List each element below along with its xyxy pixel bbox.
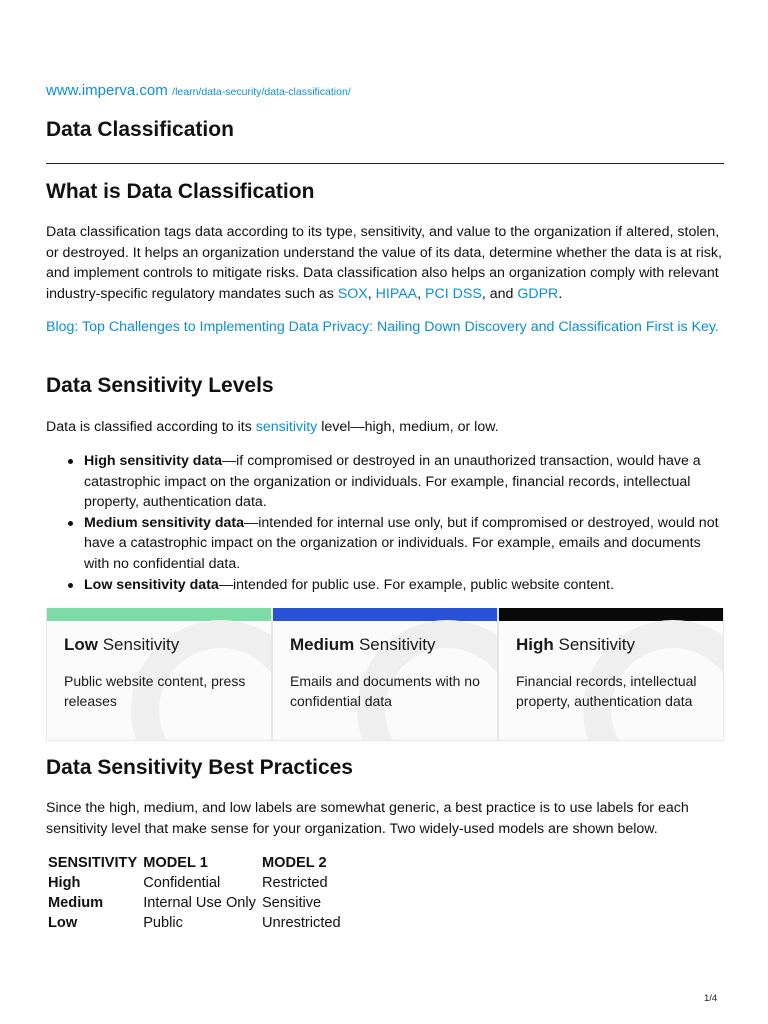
heading-sensitivity-levels: Data Sensitivity Levels — [46, 374, 274, 397]
table-cell: Restricted — [261, 875, 328, 891]
gdpr-link[interactable]: GDPR — [517, 285, 559, 302]
column-header: MODEL 2 — [261, 855, 327, 871]
card-color-bar — [499, 608, 723, 621]
levels-intro-text: Data is classified according to its — [46, 419, 256, 435]
card-color-bar — [47, 608, 271, 621]
table-cell: Sensitive — [261, 895, 322, 911]
table-cell: Medium — [48, 895, 104, 911]
column-header: MODEL 1 — [143, 855, 208, 871]
bullet-text: —intended for public use. For example, public website content. — [218, 576, 614, 593]
sensitivity-link[interactable]: sensitivity — [255, 419, 318, 435]
table-row — [46, 893, 345, 913]
sensitivity-list — [46, 451, 726, 595]
page-number: 1/4 — [704, 993, 718, 1004]
separator: , and — [481, 285, 518, 302]
table-cell: Low — [48, 915, 78, 931]
sox-link[interactable]: SOX — [337, 285, 368, 302]
card-description: Public website content, press releases — [64, 673, 246, 709]
pci-dss-link[interactable]: PCI DSS — [425, 285, 482, 302]
page-title: Data Classification — [46, 118, 234, 141]
card-title — [64, 635, 179, 655]
card-description: Financial records, intellectual property, authentication data — [516, 673, 697, 709]
table-cell: Public — [143, 915, 183, 931]
card-title — [516, 635, 635, 655]
bullet-text: —if compromised or destroyed in an unauthorized transaction, would have a catastrophic impact on the organization or individuals. For example, financial records, intellectual property, authentication data. — [84, 453, 701, 511]
levels-intro-text: level—high, medium, or low. — [317, 419, 499, 435]
table-cell: Unrestricted — [261, 915, 341, 931]
intro-paragraph — [46, 222, 726, 304]
column-header: SENSITIVITY — [48, 855, 138, 871]
hipaa-link[interactable]: HIPAA — [375, 285, 418, 302]
title-divider — [46, 163, 724, 164]
sensitivity-cards — [46, 608, 724, 741]
card-description: Emails and documents with no confidential data — [290, 673, 480, 709]
heading-what-is: What is Data Classification — [46, 180, 315, 203]
intro-text: Data classification tags data according to its type, sensitivity, and value to the organization if altered, stolen, or destroyed. It helps an organization understand the value of its data, determine whether the data is at risk, and implement controls to mitigate risks. Data classification also helps an organization comply with relevant industry-specific regulatory mandates such as — [46, 224, 722, 302]
list-item — [84, 513, 726, 575]
card-high-sensitivity — [498, 608, 724, 741]
list-item — [84, 451, 726, 513]
list-item — [84, 575, 726, 596]
card-medium-sensitivity — [272, 608, 498, 741]
separator: , — [367, 285, 376, 302]
card-level: High — [516, 635, 554, 654]
separator: , — [417, 285, 426, 302]
blog-link[interactable]: Blog: Top Challenges to Implementing Data Privacy: Nailing Down Discovery and Classification First is Key. — [46, 319, 719, 335]
table-cell: High — [48, 875, 81, 891]
url-path-link[interactable]: /learn/data-security/data-classification/ — [172, 86, 351, 98]
table-header-row — [46, 853, 345, 873]
card-color-bar — [273, 608, 497, 621]
card-level: Medium — [290, 635, 355, 654]
bullet-term: Medium sensitivity data — [84, 514, 245, 531]
card-low-sensitivity — [46, 608, 272, 741]
heading-best-practices: Data Sensitivity Best Practices — [46, 756, 353, 779]
best-practices-paragraph: Since the high, medium, and low labels are somewhat generic, a best practice is to use labels for each sensitivity level that make sense for your organization. Two widely-used models are shown below. — [46, 800, 689, 837]
sensitivity-models-table — [46, 853, 345, 933]
bullet-term: High sensitivity data — [84, 453, 222, 469]
card-title-suffix: Sensitivity — [98, 635, 180, 654]
card-title — [290, 635, 435, 655]
table-cell: Internal Use Only — [143, 895, 256, 911]
bullet-text: —intended for internal use only, but if compromised or destroyed, would not have a catastrophic impact on the organization or individuals. For example, emails and documents with no confidential data. — [84, 514, 719, 572]
bullet-term: Low sensitivity data — [84, 576, 219, 593]
card-title-suffix: Sensitivity — [354, 635, 436, 654]
table-cell: Confidential — [143, 875, 221, 891]
levels-intro — [46, 417, 726, 438]
table-row — [46, 873, 345, 893]
period: . — [558, 285, 563, 302]
table-row — [46, 913, 345, 933]
card-level: Low — [64, 635, 98, 654]
source-url — [46, 82, 351, 100]
blog-paragraph — [46, 317, 726, 338]
card-title-suffix: Sensitivity — [553, 635, 636, 654]
url-domain-link[interactable]: www.imperva.com — [46, 82, 168, 99]
